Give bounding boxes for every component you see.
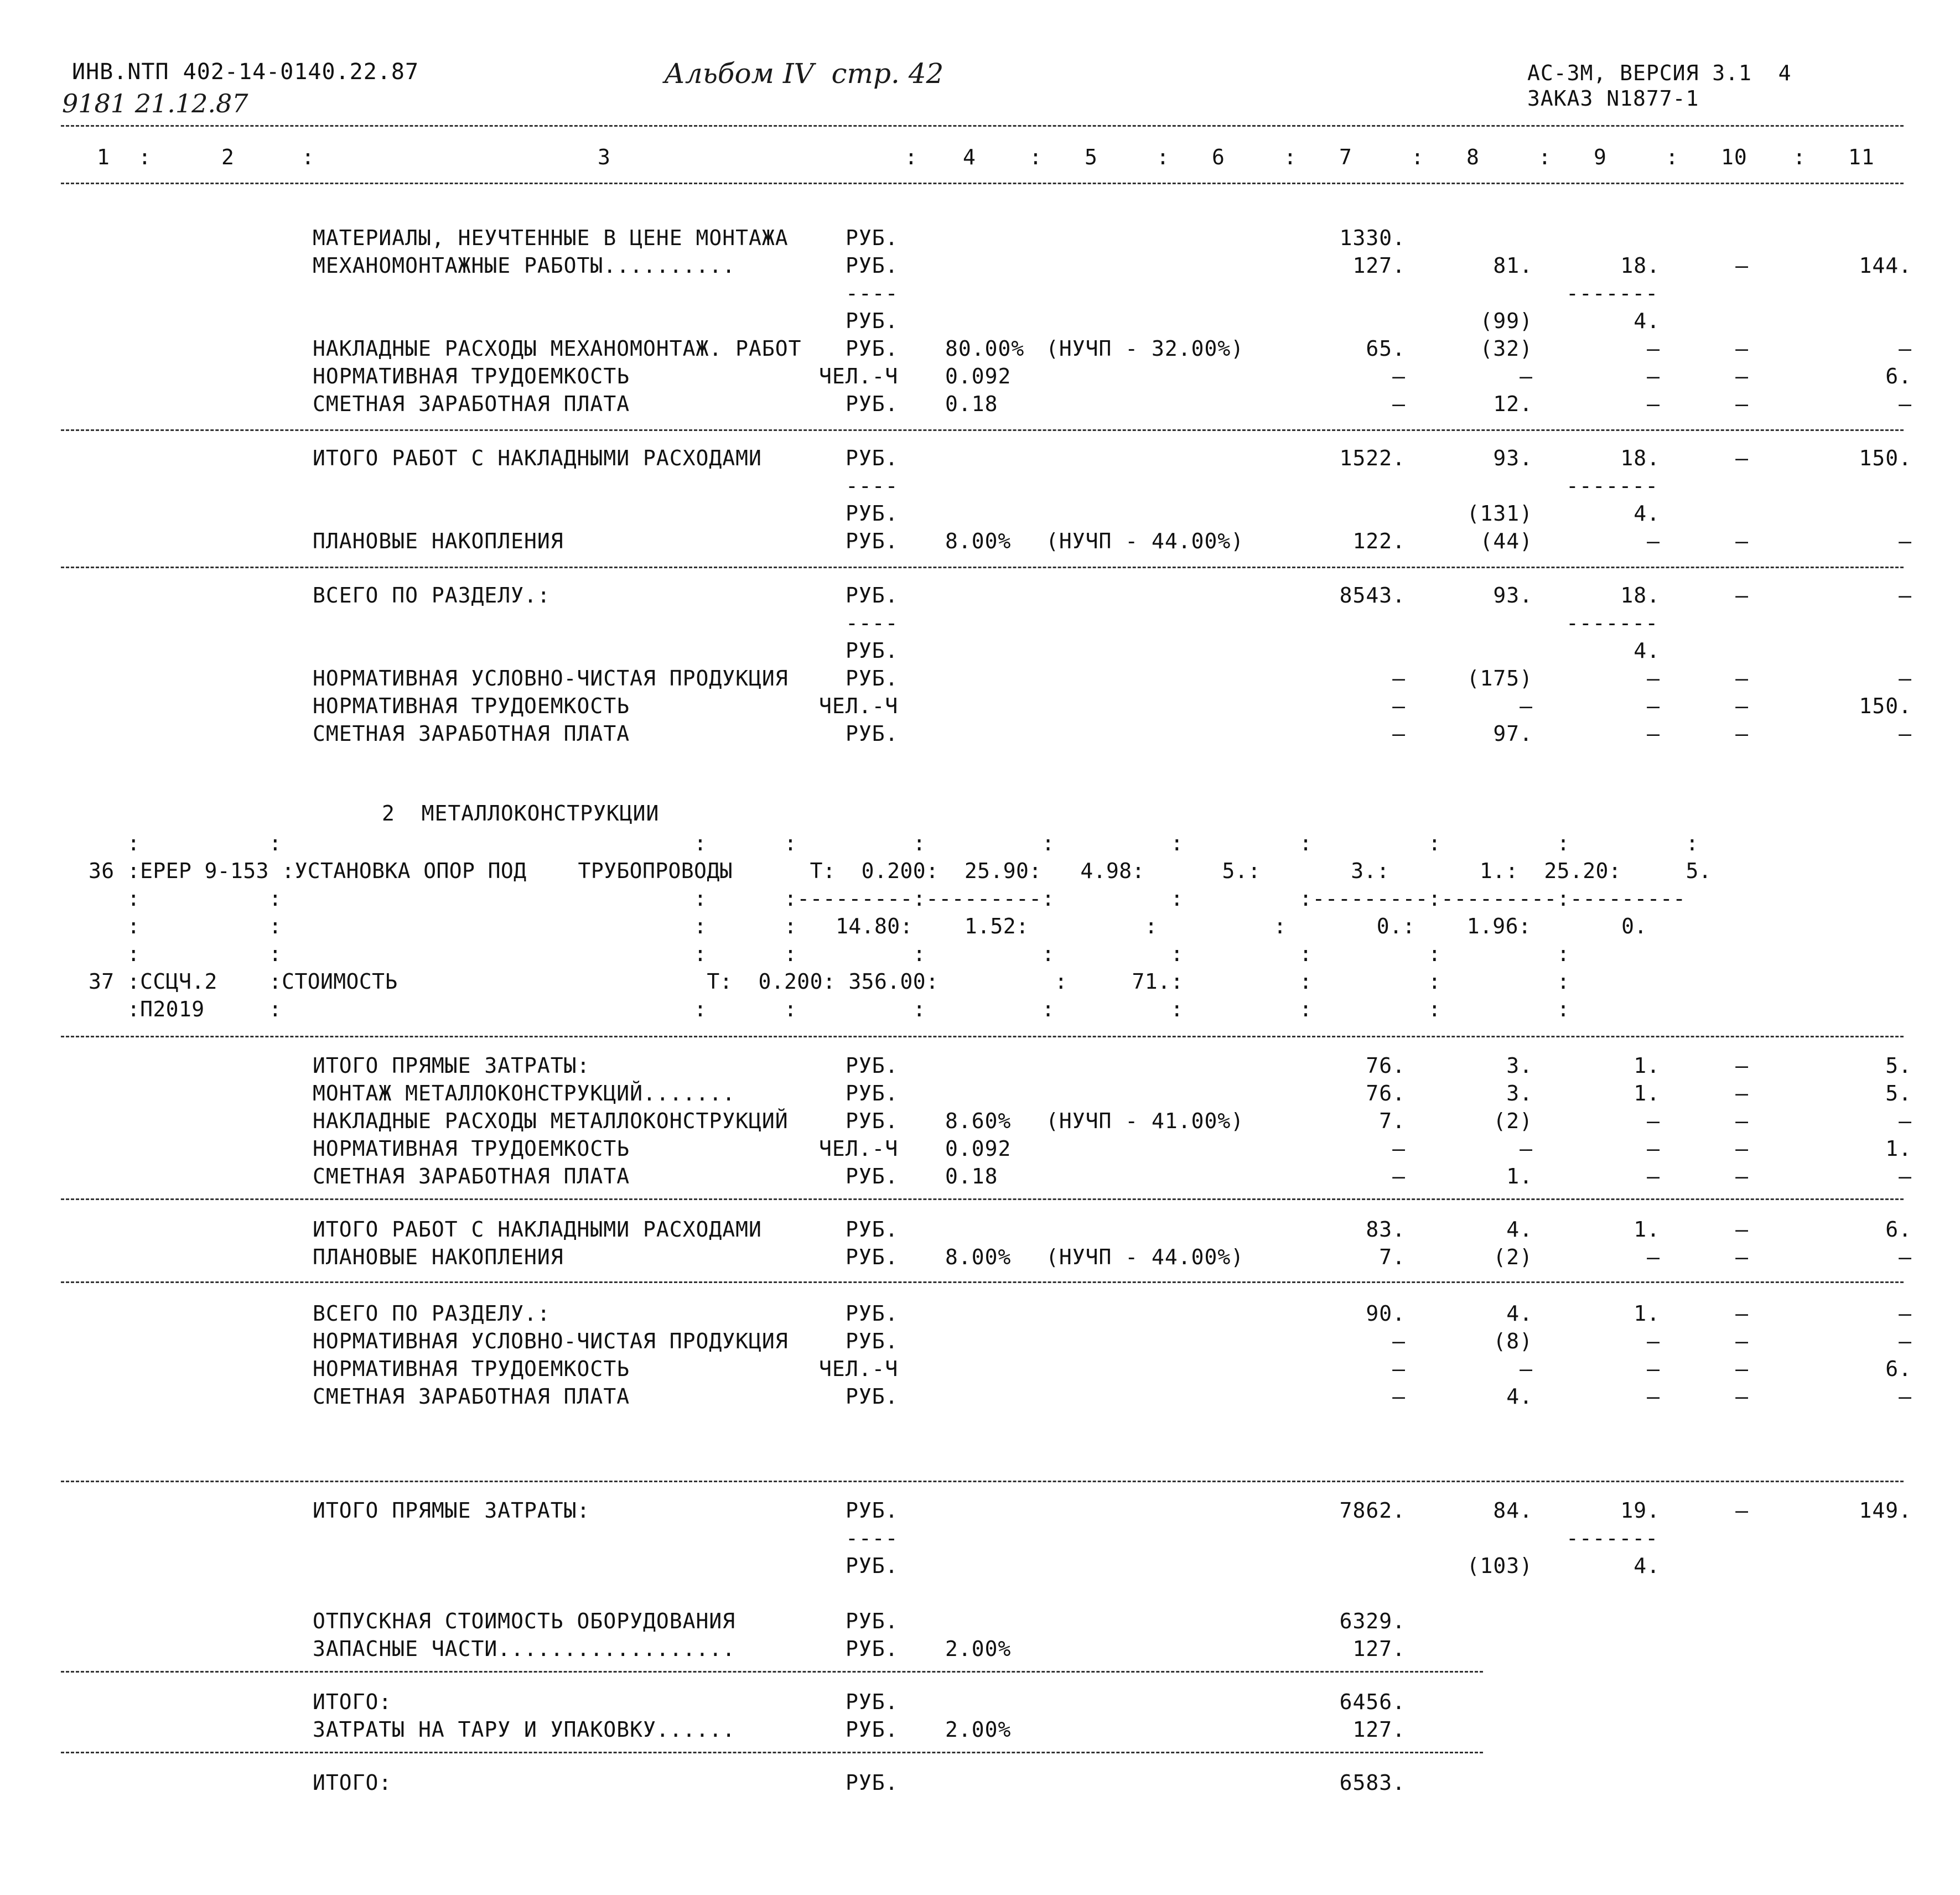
row-label: ЗАПАСНЫЕ ЧАСТИ..................: [313, 1637, 736, 1661]
value-col7: 8543.: [1339, 583, 1406, 608]
value-col9: –: [1647, 1357, 1660, 1381]
value-col8: 93.: [1493, 446, 1533, 470]
value-col8: (44): [1480, 529, 1533, 553]
column-separator: :: [1029, 145, 1043, 169]
item-line: 37 :ССЦЧ.2 :СТОИМОСТЬ Т: 0.200: 356.00: : 71.: : : :: [89, 969, 1570, 994]
value-col7: –: [1392, 1384, 1406, 1409]
value-col11: –: [1899, 1384, 1912, 1409]
value-col8: (32): [1480, 336, 1533, 361]
value-col9: –: [1647, 336, 1660, 361]
rate: 8.00%: [945, 529, 1012, 553]
value-col11: –: [1899, 1109, 1912, 1133]
value-col8: 4.: [1506, 1384, 1533, 1409]
value-col8: (175): [1466, 666, 1533, 690]
divider: [61, 567, 1904, 568]
value-col8: 3.: [1506, 1081, 1533, 1105]
value-col10: –: [1735, 583, 1749, 608]
unit: РУБ.: [846, 1554, 899, 1578]
rate: 2.00%: [945, 1637, 1012, 1661]
section-title: 2 МЕТАЛЛОКОНСТРУКЦИИ: [382, 801, 660, 826]
value-col10: –: [1735, 1329, 1749, 1353]
underline-mark: -------: [1566, 281, 1659, 305]
underline-mark: ----: [846, 1526, 899, 1550]
row-label: ИТОГО:: [313, 1690, 392, 1714]
inventory-number: ИНВ.NТП 402-14-0140.22.87: [72, 59, 419, 85]
value-col11: 6.: [1885, 1217, 1912, 1242]
value-col11: –: [1899, 583, 1912, 608]
row-label: МОНТАЖ МЕТАЛЛОКОНСТРУКЦИЙ.......: [313, 1081, 736, 1105]
value-col8: (2): [1493, 1109, 1533, 1133]
divider: [61, 1281, 1904, 1283]
value-col11: 5.: [1885, 1081, 1912, 1105]
column-number: 9: [1594, 145, 1607, 169]
value-col7: 6329.: [1339, 1609, 1406, 1633]
column-separator: :: [302, 145, 315, 169]
value-col10: –: [1735, 694, 1749, 718]
underline-mark: -------: [1566, 1526, 1659, 1550]
unit: РУБ.: [846, 1109, 899, 1133]
column-separator: :: [1157, 145, 1170, 169]
value-col7: –: [1392, 1136, 1406, 1161]
value-col7: 6456.: [1339, 1690, 1406, 1714]
value-col7: –: [1392, 1329, 1406, 1353]
underline-mark: -------: [1566, 474, 1659, 498]
value-col9: 19.: [1620, 1498, 1660, 1523]
row-label: ОТПУСКНАЯ СТОИМОСТЬ ОБОРУДОВАНИЯ: [313, 1609, 736, 1633]
unit: РУБ.: [846, 1498, 899, 1523]
value-col8: (8): [1493, 1329, 1533, 1353]
value-col7: 83.: [1366, 1217, 1406, 1242]
value-col8: 84.: [1493, 1498, 1533, 1523]
column-separator: :: [1411, 145, 1424, 169]
rate: 8.60%: [945, 1109, 1012, 1133]
program-version: АС-3М, ВЕРСИЯ 3.1 4: [1527, 61, 1792, 85]
row-label: ИТОГО РАБОТ С НАКЛАДНЫМИ РАСХОДАМИ: [313, 1217, 762, 1242]
value-col8: 81.: [1493, 253, 1533, 278]
column-number: 7: [1339, 145, 1352, 169]
value-col9: –: [1647, 1245, 1660, 1269]
value-col7: 76.: [1366, 1053, 1406, 1078]
unit: РУБ.: [846, 1245, 899, 1269]
value-col7: 76.: [1366, 1081, 1406, 1105]
row-label: ЗАТРАТЫ НА ТАРУ И УПАКОВКУ......: [313, 1717, 736, 1742]
nuchp-rate: (НУЧП - 44.00%): [1046, 1245, 1245, 1269]
value-col9: 4.: [1634, 309, 1660, 333]
value-col10: –: [1735, 1384, 1749, 1409]
value-col9: –: [1647, 364, 1660, 388]
value-col8: –: [1520, 1136, 1533, 1161]
value-col11: –: [1899, 666, 1912, 690]
value-col9: –: [1647, 392, 1660, 416]
row-label: СМЕТНАЯ ЗАРАБОТНАЯ ПЛАТА: [313, 392, 630, 416]
unit: ЧЕЛ.-Ч: [819, 364, 899, 388]
unit: РУБ.: [846, 1717, 899, 1742]
row-label: ИТОГО ПРЯМЫЕ ЗАТРАТЫ:: [313, 1498, 590, 1523]
divider: [61, 429, 1904, 431]
value-col9: 1.: [1634, 1081, 1660, 1105]
column-number: 3: [598, 145, 611, 169]
divider: [61, 183, 1904, 184]
nuchp-rate: (НУЧП - 32.00%): [1046, 336, 1245, 361]
value-col8: 4.: [1506, 1301, 1533, 1326]
unit: РУБ.: [846, 721, 899, 746]
value-col8: 4.: [1506, 1217, 1533, 1242]
divider: [61, 1752, 1483, 1753]
value-col10: –: [1735, 1109, 1749, 1133]
column-number: 11: [1848, 145, 1875, 169]
value-col9: 4.: [1634, 501, 1660, 526]
value-col7: –: [1392, 364, 1406, 388]
nuchp-rate: (НУЧП - 44.00%): [1046, 529, 1245, 553]
row-label: ВСЕГО ПО РАЗДЕЛУ.:: [313, 1301, 551, 1326]
row-label: СМЕТНАЯ ЗАРАБОТНАЯ ПЛАТА: [313, 721, 630, 746]
value-col11: –: [1899, 1329, 1912, 1353]
row-label: СМЕТНАЯ ЗАРАБОТНАЯ ПЛАТА: [313, 1164, 630, 1188]
value-col10: –: [1735, 364, 1749, 388]
column-number: 2: [221, 145, 235, 169]
unit: РУБ.: [846, 529, 899, 553]
column-separator: :: [138, 145, 152, 169]
value-col9: –: [1647, 721, 1660, 746]
value-col11: 1.: [1885, 1136, 1912, 1161]
row-label: НОРМАТИВНАЯ ТРУДОЕМКОСТЬ: [313, 1357, 630, 1381]
value-col9: 1.: [1634, 1217, 1660, 1242]
column-number: 5: [1085, 145, 1098, 169]
value-col11: 150.: [1859, 694, 1912, 718]
divider: [61, 1671, 1483, 1673]
unit: РУБ.: [846, 1164, 899, 1188]
row-label: ПЛАНОВЫЕ НАКОПЛЕНИЯ: [313, 529, 564, 553]
value-col9: 1.: [1634, 1301, 1660, 1326]
column-number: 10: [1721, 145, 1748, 169]
value-col8: (2): [1493, 1245, 1533, 1269]
row-label: МЕХАНОМОНТАЖНЫЕ РАБОТЫ..........: [313, 253, 736, 278]
value-col8: (99): [1480, 309, 1533, 333]
row-label: МАТЕРИАЛЫ, НЕУЧТЕННЫЕ В ЦЕНЕ МОНТАЖА: [313, 226, 789, 250]
value-col7: 127.: [1352, 253, 1406, 278]
rate: 0.092: [945, 1136, 1012, 1161]
item-line: 36 :ЕРЕР 9-153 :УСТАНОВКА ОПОР ПОД ТРУБОПРОВОДЫ Т: 0.200: 25.90: 4.98: 5.: 3.: 1.: 25.20: 5.: [89, 859, 1712, 883]
row-label: НОРМАТИВНАЯ ТРУДОЕМКОСТЬ: [313, 694, 630, 718]
underline-mark: ----: [846, 281, 899, 305]
row-label: ИТОГО РАБОТ С НАКЛАДНЫМИ РАСХОДАМИ: [313, 446, 762, 470]
value-col7: 127.: [1352, 1717, 1406, 1742]
unit: РУБ.: [846, 253, 899, 278]
rate: 80.00%: [945, 336, 1025, 361]
row-label: ВСЕГО ПО РАЗДЕЛУ.:: [313, 583, 551, 608]
item-line: : : : : : : : : : : :: [89, 831, 1699, 855]
value-col8: (103): [1466, 1554, 1533, 1578]
item-line: : : : : : : : : : :: [89, 942, 1570, 966]
value-col9: 18.: [1620, 253, 1660, 278]
value-col7: 122.: [1352, 529, 1406, 553]
unit: РУБ.: [846, 309, 899, 333]
value-col8: 12.: [1493, 392, 1533, 416]
column-separator: :: [905, 145, 918, 169]
row-label: НОРМАТИВНАЯ УСЛОВНО-ЧИСТАЯ ПРОДУКЦИЯ: [313, 666, 789, 690]
value-col8: –: [1520, 694, 1533, 718]
value-col10: –: [1735, 529, 1749, 553]
value-col10: –: [1735, 1217, 1749, 1242]
column-separator: :: [1284, 145, 1297, 169]
unit: РУБ.: [846, 1217, 899, 1242]
column-separator: :: [1666, 145, 1679, 169]
value-col7: 65.: [1366, 336, 1406, 361]
row-label: НОРМАТИВНАЯ УСЛОВНО-ЧИСТАЯ ПРОДУКЦИЯ: [313, 1329, 789, 1353]
value-col10: –: [1735, 1498, 1749, 1523]
value-col11: –: [1899, 721, 1912, 746]
divider: [61, 1198, 1904, 1200]
value-col11: 5.: [1885, 1053, 1912, 1078]
item-line: : : : : 14.80: 1.52: : : 0.: 1.96: 0.: [89, 914, 1647, 938]
row-label: СМЕТНАЯ ЗАРАБОТНАЯ ПЛАТА: [313, 1384, 630, 1409]
value-col10: –: [1735, 1136, 1749, 1161]
item-line: :П2019 : : : : : : : : :: [89, 997, 1570, 1021]
value-col10: –: [1735, 1245, 1749, 1269]
unit: РУБ.: [846, 1690, 899, 1714]
value-col9: –: [1647, 1384, 1660, 1409]
value-col7: –: [1392, 392, 1406, 416]
unit: РУБ.: [846, 501, 899, 526]
column-separator: :: [1538, 145, 1552, 169]
unit: РУБ.: [846, 336, 899, 361]
unit: ЧЕЛ.-Ч: [819, 694, 899, 718]
value-col10: –: [1735, 1053, 1749, 1078]
value-col11: –: [1899, 1301, 1912, 1326]
value-col10: –: [1735, 1164, 1749, 1188]
value-col11: 6.: [1885, 1357, 1912, 1381]
order-number: ЗАКАЗ N1877-1: [1527, 86, 1699, 111]
value-col7: –: [1392, 666, 1406, 690]
unit: РУБ.: [846, 1081, 899, 1105]
value-col9: 18.: [1620, 583, 1660, 608]
value-col9: –: [1647, 1136, 1660, 1161]
signature: 9181 21.12.87: [62, 89, 248, 118]
row-label: ИТОГО:: [313, 1771, 392, 1795]
value-col9: –: [1647, 1329, 1660, 1353]
row-label: НАКЛАДНЫЕ РАСХОДЫ МЕТАЛЛОКОНСТРУКЦИЙ: [313, 1109, 789, 1133]
value-col10: –: [1735, 392, 1749, 416]
value-col8: 93.: [1493, 583, 1533, 608]
unit: РУБ.: [846, 666, 899, 690]
row-label: НАКЛАДНЫЕ РАСХОДЫ МЕХАНОМОНТАЖ. РАБОТ: [313, 336, 802, 361]
rate: 0.092: [945, 364, 1012, 388]
unit: РУБ.: [846, 1609, 899, 1633]
value-col9: 4.: [1634, 1554, 1660, 1578]
underline-mark: ----: [846, 611, 899, 635]
rate: 0.18: [945, 392, 998, 416]
item-line: : : : :---------:---------: : :---------:---------:---------: [89, 886, 1686, 911]
value-col11: 149.: [1859, 1498, 1912, 1523]
value-col7: 7.: [1379, 1109, 1406, 1133]
value-col11: –: [1899, 529, 1912, 553]
value-col11: 144.: [1859, 253, 1912, 278]
value-col9: 1.: [1634, 1053, 1660, 1078]
value-col10: –: [1735, 336, 1749, 361]
value-col8: 3.: [1506, 1053, 1533, 1078]
divider: [61, 1481, 1904, 1482]
value-col8: 97.: [1493, 721, 1533, 746]
nuchp-rate: (НУЧП - 41.00%): [1046, 1109, 1245, 1133]
value-col8: –: [1520, 1357, 1533, 1381]
value-col9: –: [1647, 1164, 1660, 1188]
column-number: 4: [963, 145, 976, 169]
value-col10: –: [1735, 253, 1749, 278]
value-col10: –: [1735, 446, 1749, 470]
underline-mark: ----: [846, 474, 899, 498]
unit: РУБ.: [846, 446, 899, 470]
unit: РУБ.: [846, 1384, 899, 1409]
row-label: НОРМАТИВНАЯ ТРУДОЕМКОСТЬ: [313, 1136, 630, 1161]
value-col7: 127.: [1352, 1637, 1406, 1661]
value-col8: 1.: [1506, 1164, 1533, 1188]
unit: РУБ.: [846, 1329, 899, 1353]
value-col7: 1330.: [1339, 226, 1406, 250]
divider: [61, 125, 1904, 127]
value-col7: 6583.: [1339, 1771, 1406, 1795]
column-number: 1: [97, 145, 110, 169]
value-col7: –: [1392, 1164, 1406, 1188]
underline-mark: -------: [1566, 611, 1659, 635]
value-col11: –: [1899, 392, 1912, 416]
value-col10: –: [1735, 721, 1749, 746]
value-col7: 90.: [1366, 1301, 1406, 1326]
value-col7: –: [1392, 1357, 1406, 1381]
unit: РУБ.: [846, 226, 899, 250]
value-col11: –: [1899, 1245, 1912, 1269]
value-col11: –: [1899, 1164, 1912, 1188]
rate: 8.00%: [945, 1245, 1012, 1269]
value-col10: –: [1735, 1301, 1749, 1326]
column-separator: :: [1793, 145, 1806, 169]
column-number: 6: [1212, 145, 1225, 169]
unit: ЧЕЛ.-Ч: [819, 1136, 899, 1161]
value-col9: 18.: [1620, 446, 1660, 470]
unit: РУБ.: [846, 1053, 899, 1078]
value-col7: 1522.: [1339, 446, 1406, 470]
unit: РУБ.: [846, 638, 899, 663]
value-col7: 7862.: [1339, 1498, 1406, 1523]
value-col9: –: [1647, 694, 1660, 718]
value-col10: –: [1735, 1081, 1749, 1105]
unit: РУБ.: [846, 583, 899, 608]
value-col7: –: [1392, 721, 1406, 746]
row-label: ИТОГО ПРЯМЫЕ ЗАТРАТЫ:: [313, 1053, 590, 1078]
value-col8: –: [1520, 364, 1533, 388]
value-col11: 150.: [1859, 446, 1912, 470]
value-col8: (131): [1466, 501, 1533, 526]
unit: РУБ.: [846, 1771, 899, 1795]
divider: [61, 1036, 1904, 1037]
value-col9: –: [1647, 666, 1660, 690]
rate: 2.00%: [945, 1717, 1012, 1742]
album-page: Альбом IV стр. 42: [664, 58, 944, 90]
unit: РУБ.: [846, 1301, 899, 1326]
value-col11: –: [1899, 336, 1912, 361]
value-col9: –: [1647, 529, 1660, 553]
row-label: НОРМАТИВНАЯ ТРУДОЕМКОСТЬ: [313, 364, 630, 388]
rate: 0.18: [945, 1164, 998, 1188]
value-col11: 6.: [1885, 364, 1912, 388]
value-col7: –: [1392, 694, 1406, 718]
column-number: 8: [1466, 145, 1480, 169]
row-label: ПЛАНОВЫЕ НАКОПЛЕНИЯ: [313, 1245, 564, 1269]
value-col7: 7.: [1379, 1245, 1406, 1269]
unit: ЧЕЛ.-Ч: [819, 1357, 899, 1381]
value-col10: –: [1735, 666, 1749, 690]
unit: РУБ.: [846, 392, 899, 416]
value-col9: 4.: [1634, 638, 1660, 663]
unit: РУБ.: [846, 1637, 899, 1661]
value-col10: –: [1735, 1357, 1749, 1381]
value-col9: –: [1647, 1109, 1660, 1133]
